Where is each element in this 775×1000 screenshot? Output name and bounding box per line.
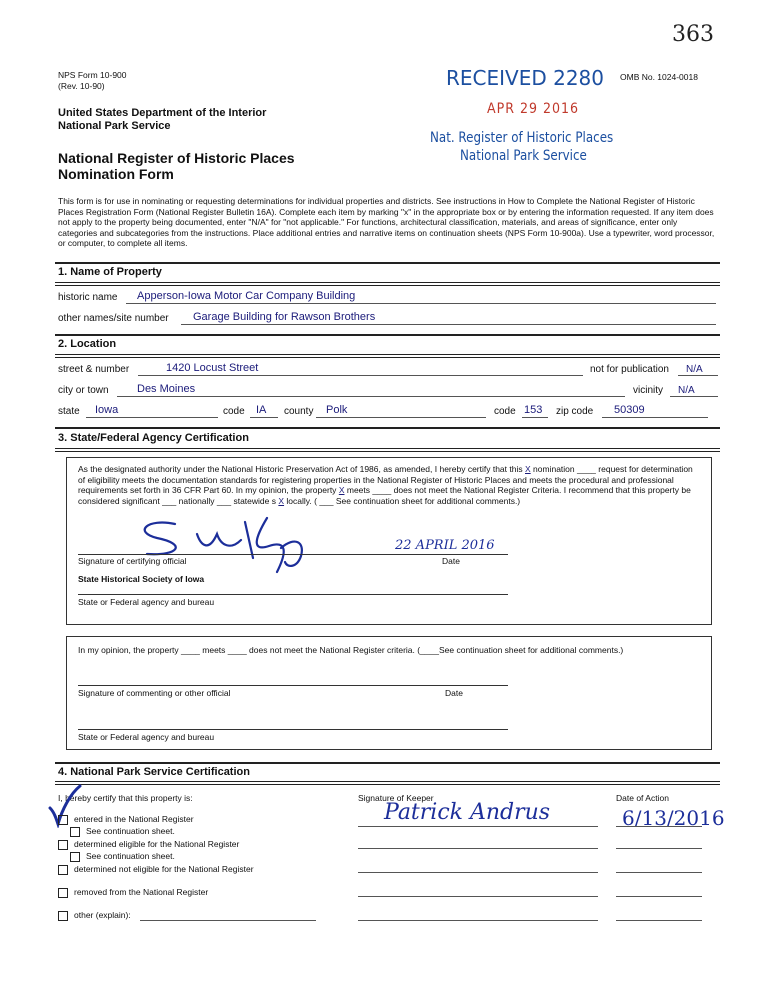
cert-text-2: nomination bbox=[533, 464, 575, 474]
keeper-signature: Patrick Andrus bbox=[384, 800, 551, 825]
option-entered-continuation[interactable] bbox=[70, 826, 175, 837]
zip-label: zip code bbox=[556, 406, 594, 417]
street-label: street & number bbox=[58, 364, 130, 375]
state-value[interactable]: Iowa bbox=[95, 404, 119, 416]
historic-name-label: historic name bbox=[58, 292, 118, 303]
eligible-label: determined eligible for the National Register bbox=[74, 839, 240, 849]
opinion-text: In my opinion, the property ____ meets ____ does not meet the National Register criteria. (____See continuation sheet for additional comments.) bbox=[78, 645, 624, 655]
cert-text-3: request for determination of eligibility meets the documentation standards for registering properties in the National Register of Historic Places and meets the procedural and professional requirements set forth in 36 CFR Part 60. In my opinion, the property bbox=[78, 464, 693, 495]
certifying-signature-label: Signature of certifying official bbox=[78, 556, 187, 566]
historic-name-value[interactable]: Apperson-Iowa Motor Car Company Building bbox=[137, 290, 356, 302]
street-value[interactable]: 1420 Locust Street bbox=[166, 362, 259, 374]
state-code-value[interactable]: IA bbox=[256, 404, 267, 416]
not-for-publication-value[interactable]: N/A bbox=[686, 364, 703, 375]
county-code-value[interactable]: 153 bbox=[524, 404, 543, 416]
eligible-checkbox[interactable] bbox=[58, 840, 68, 850]
nomination-mark[interactable]: X bbox=[525, 464, 531, 474]
eligible-continuation-checkbox[interactable] bbox=[70, 852, 80, 862]
vicinity-value[interactable]: N/A bbox=[678, 385, 695, 396]
agency-label: State or Federal agency and bureau bbox=[78, 597, 215, 607]
removed-label: removed from the National Register bbox=[74, 887, 209, 897]
form-title: National Register of Historic Places bbox=[58, 150, 295, 166]
other-names-label: other names/site number bbox=[58, 313, 169, 324]
cert-text-5: locally. ( ___ See continuation sheet for additional comments.) bbox=[286, 495, 521, 506]
removed-checkbox[interactable] bbox=[58, 888, 68, 898]
other-checkbox[interactable] bbox=[58, 911, 68, 921]
department-name: United States Department of the Interior bbox=[58, 107, 267, 119]
section4-heading: 4. National Park Service Certification bbox=[58, 766, 250, 778]
commenting-official-box bbox=[66, 636, 712, 750]
action-date-label: Date of Action bbox=[616, 793, 669, 803]
section3-heading: 3. State/Federal Agency Certification bbox=[58, 432, 249, 444]
option-entered[interactable] bbox=[58, 814, 194, 825]
option-other[interactable] bbox=[58, 910, 131, 921]
section1-heading: 1. Name of Property bbox=[58, 266, 162, 278]
option-eligible[interactable] bbox=[58, 839, 239, 850]
section2-heading: 2. Location bbox=[58, 338, 117, 350]
entered-continuation-label: See continuation sheet. bbox=[86, 826, 175, 836]
omb-number: OMB No. 1024-0018 bbox=[620, 72, 698, 82]
meets-mark[interactable]: X bbox=[338, 485, 345, 495]
not-eligible-label: determined not eligible for the National Register bbox=[74, 864, 254, 874]
cert-text-1: As the designated authority under the National Historic Preservation Act of 1986, as amended, I hereby certify that this bbox=[78, 464, 523, 474]
state-code-label: code bbox=[223, 406, 245, 417]
form-subtitle: Nomination Form bbox=[58, 166, 174, 182]
certifying-agency: State Historical Society of Iowa bbox=[78, 574, 205, 584]
entered-label: entered in the National Register bbox=[74, 814, 194, 824]
not-for-publication-label: not for publication bbox=[590, 364, 669, 375]
other-label: other (explain): bbox=[74, 910, 131, 920]
commenting-agency-label: State or Federal agency and bureau bbox=[78, 732, 215, 742]
option-removed[interactable] bbox=[58, 887, 208, 898]
option-not-eligible[interactable] bbox=[58, 864, 254, 875]
keeper-label: Signature of Keeper bbox=[358, 793, 434, 803]
commenting-signature-label: Signature of commenting or other official bbox=[78, 688, 231, 698]
instructions-text: This form is for use in nominating or requesting determinations for individual properties and districts. See instructions in How to Complete the National Register of Historic Places Registration Form (National Register Bulletin 16A). Complete each item by marking "x" in the appropriate box or by entering the information requested. If any item does not apply to the property being documented, enter "N/A" for "not applicable." For functions, architectural classification, materials, and areas of significance, enter only categories and subcategories from the instructions. Place additional entries and narrative items on continuation sheets (NPS Form 10-900a). Use a typewriter, word processor, or computer, to complete all items. bbox=[58, 196, 715, 248]
state-label: state bbox=[58, 406, 80, 417]
not-eligible-checkbox[interactable] bbox=[58, 865, 68, 875]
received-date-stamp: APR 29 2016 bbox=[487, 101, 580, 117]
service-name: National Park Service bbox=[58, 120, 171, 132]
county-value[interactable]: Polk bbox=[326, 404, 348, 416]
locally-mark[interactable]: X bbox=[278, 495, 285, 506]
state-certification-box bbox=[66, 457, 712, 625]
register-stamp-line1: Nat. Register of Historic Places bbox=[430, 130, 614, 146]
county-label: county bbox=[284, 406, 314, 417]
register-stamp-line2: National Park Service bbox=[460, 148, 587, 164]
received-stamp: RECEIVED 2280 bbox=[446, 66, 605, 90]
entered-continuation-checkbox[interactable] bbox=[70, 827, 80, 837]
form-number: NPS Form 10-900 bbox=[58, 70, 127, 80]
other-names-value[interactable]: Garage Building for Rawson Brothers bbox=[193, 311, 376, 323]
entered-checkbox[interactable] bbox=[58, 815, 68, 825]
eligible-continuation-label: See continuation sheet. bbox=[86, 851, 175, 861]
zip-value[interactable]: 50309 bbox=[614, 404, 645, 416]
vicinity-label: vicinity bbox=[633, 385, 664, 396]
form-revision: (Rev. 10-90) bbox=[58, 81, 105, 91]
county-code-label: code bbox=[494, 406, 516, 417]
page-number: 363 bbox=[672, 22, 714, 47]
certify-text: I, hereby certify that this property is: bbox=[58, 793, 193, 803]
city-value[interactable]: Des Moines bbox=[137, 383, 196, 395]
certification-date-value: 22 APRIL 2016 bbox=[395, 538, 495, 553]
commenting-date-label: Date bbox=[445, 688, 463, 698]
cert-text-4: meets ____ does not meet the National Register Criteria. I recommend that this property be considered significant ___ nationally ___ statewide s bbox=[78, 485, 691, 506]
action-date-value: 6/13/2016 bbox=[622, 806, 725, 830]
certifying-signature bbox=[127, 512, 347, 576]
certification-text: As the designated authority under the National Historic Preservation Act of 1986, as amended, I hereby certify that this X nomination ____ request for determination of eligibility meets the documentation standards for registering properties in the National Register of Historic Places and meets the procedural and professional requirements set forth in 36 CFR Part 60. In my opinion, the property X meets ____ does not meet the National Register Criteria. I recommend that this property be considered significant ___ nationally ___ statewide s X locally. ( ___ See continuation sheet for additional comments.) bbox=[78, 464, 693, 506]
option-eligible-continuation[interactable] bbox=[70, 851, 175, 862]
city-label: city or town bbox=[58, 385, 109, 396]
certification-date-label: Date bbox=[442, 556, 460, 566]
